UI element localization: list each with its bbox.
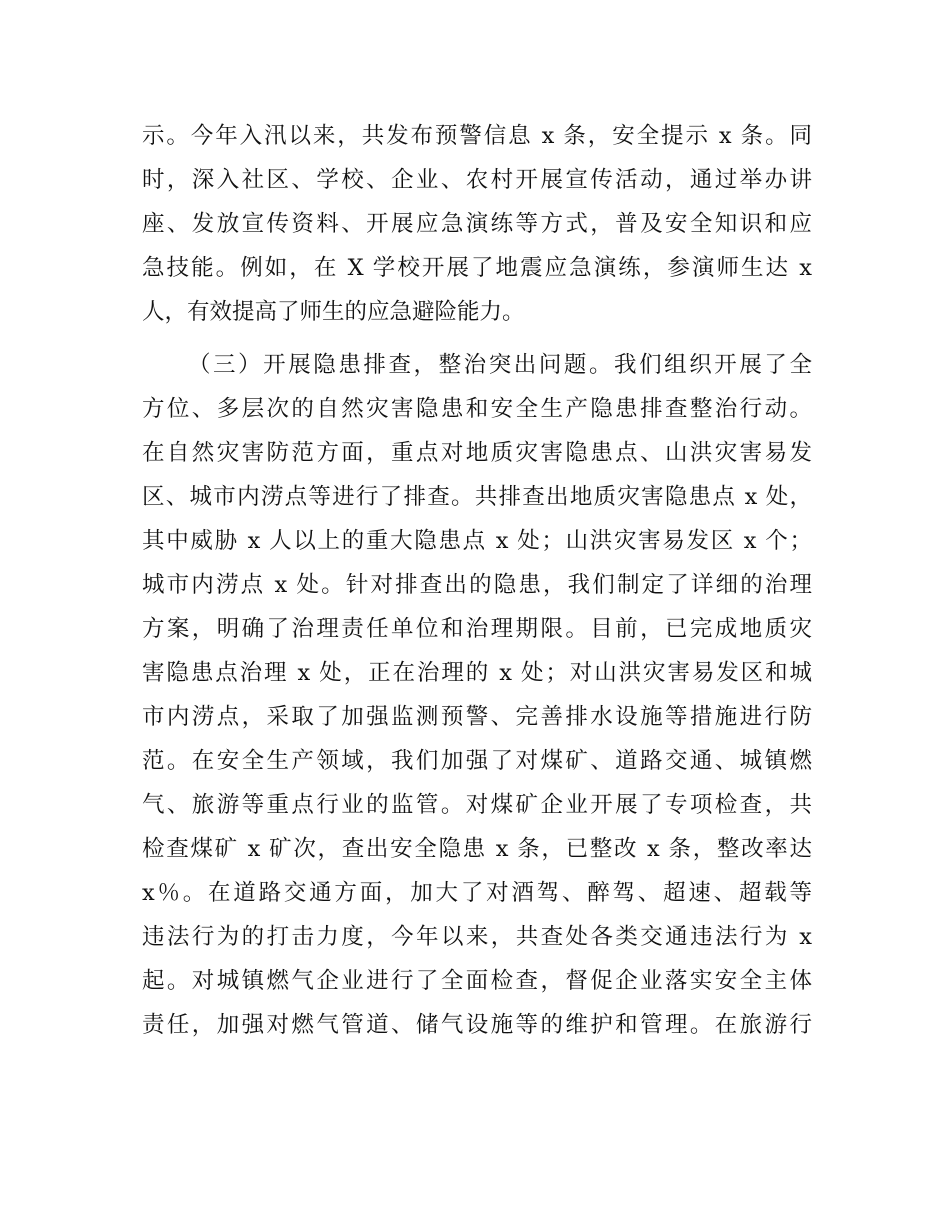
- text-line: 起。对城镇燃气企业进行了全面检查，督促企业落实安全主体: [142, 968, 812, 994]
- text-line: 气、旅游等重点行业的监管。对煤矿企业开展了专项检查，共: [142, 792, 812, 818]
- text-line: 急技能。例如，在 X 学校开展了地震应急演练，参演师生达 x: [142, 255, 812, 281]
- text-line: 市内涝点，采取了加强监测预警、完善排水设施等措施进行防: [142, 704, 812, 730]
- text-line: 责任，加强对燃气管道、储气设施等的维护和管理。在旅游行: [142, 1012, 812, 1038]
- text-line: 座、发放宣传资料、开展应急演练等方式，普及安全知识和应: [142, 211, 812, 237]
- text-line: 时，深入社区、学校、企业、农村开展宣传活动，通过举办讲: [142, 167, 812, 193]
- text-line: 方案，明确了治理责任单位和治理期限。目前，已完成地质灾: [142, 616, 812, 642]
- text-line: 区、城市内涝点等进行了排查。共排查出地质灾害隐患点 x 处，: [142, 484, 812, 510]
- paragraph-publicity: [142, 114, 812, 334]
- paragraph-hazard-inspection: [142, 343, 812, 1047]
- text-line: 范。在安全生产领域，我们加强了对煤矿、道路交通、城镇燃: [142, 748, 812, 774]
- text-line: 城市内涝点 x 处。针对排查出的隐患，我们制定了详细的治理: [142, 572, 812, 598]
- text-line: x％。在道路交通方面，加大了对酒驾、醉驾、超速、超载等: [142, 880, 812, 906]
- text-line: 示。今年入汛以来，共发布预警信息 x 条，安全提示 x 条。同: [142, 123, 812, 149]
- text-line: 其中威胁 x 人以上的重大隐患点 x 处；山洪灾害易发区 x 个；: [142, 528, 812, 554]
- text-line: 害隐患点治理 x 处，正在治理的 x 处；对山洪灾害易发区和城: [142, 660, 812, 686]
- text-line: 违法行为的打击力度，今年以来，共查处各类交通违法行为 x: [142, 924, 812, 950]
- text-line: 检查煤矿 x 矿次，查出安全隐患 x 条，已整改 x 条，整改率达: [142, 836, 812, 862]
- text-line: 人，有效提高了师生的应急避险能力。: [142, 299, 525, 325]
- section-heading-line: （三）开展隐患排查，整治突出问题。我们组织开展了全: [188, 352, 812, 378]
- text-line: 方位、多层次的自然灾害隐患和安全生产隐患排查整治行动。: [142, 396, 812, 422]
- text-line: 在自然灾害防范方面，重点对地质灾害隐患点、山洪灾害易发: [142, 440, 812, 466]
